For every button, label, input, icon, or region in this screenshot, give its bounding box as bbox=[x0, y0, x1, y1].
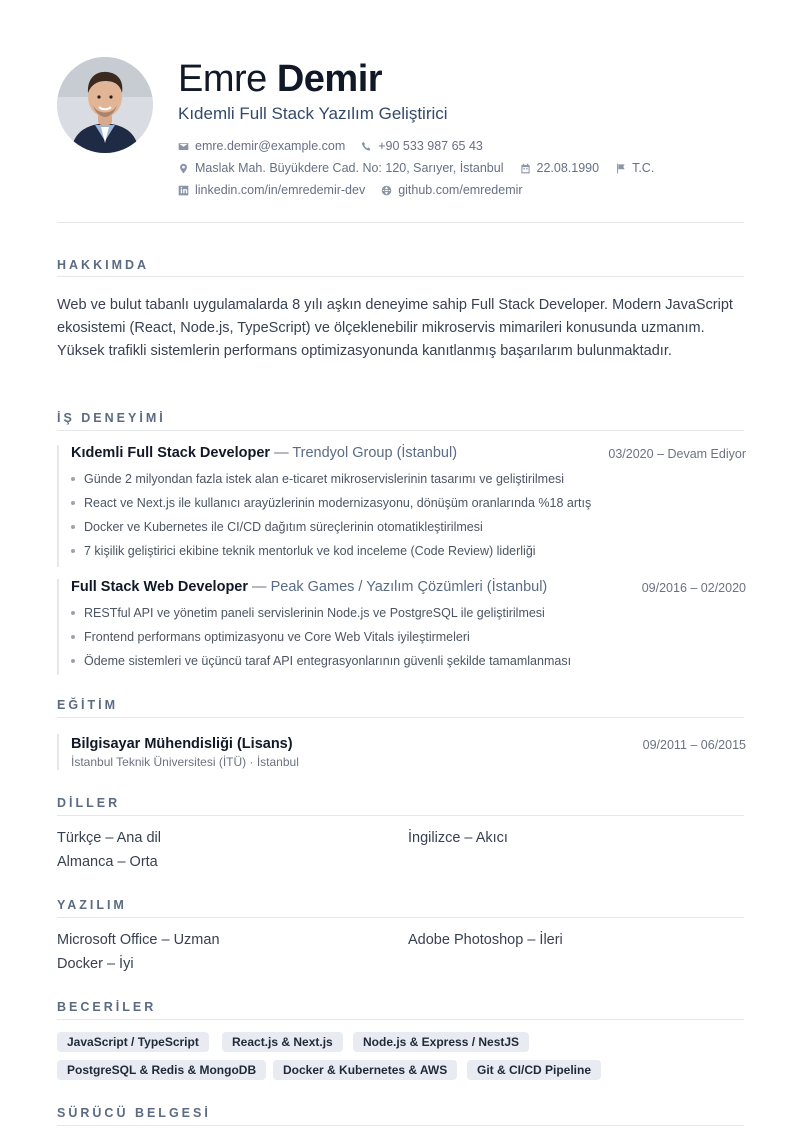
phone-text: +90 533 987 65 43 bbox=[378, 139, 483, 153]
job-entry bbox=[57, 579, 746, 675]
github-text: github.com/emredemir bbox=[398, 183, 523, 197]
linkedin-icon bbox=[178, 185, 189, 196]
language-item: İngilizce – Akıcı bbox=[408, 830, 508, 846]
job-bullet: 7 kişilik geliştirici ekibine teknik mentorluk ve kod inceleme (Code Review) liderliği bbox=[71, 539, 591, 563]
header-divider bbox=[57, 222, 744, 223]
job-separator: — bbox=[270, 445, 293, 461]
job-title: Kıdemli Full Stack Yazılım Geliştirici bbox=[178, 104, 448, 123]
education-degree: Bilgisayar Mühendisliği (Lisans) bbox=[71, 736, 293, 752]
linkedin-text: linkedin.com/in/emredemir-dev bbox=[195, 183, 366, 197]
location-icon bbox=[178, 163, 189, 174]
phone-icon bbox=[361, 141, 372, 152]
job-bullet: Günde 2 milyondan fazla istek alan e-ticaret mikroservislerinin tasarımı ve geliştirilmesi bbox=[71, 467, 591, 491]
job-bullets bbox=[71, 467, 591, 563]
job-role: Full Stack Web Developer bbox=[71, 579, 249, 595]
skill-chip: PostgreSQL & Redis & MongoDB bbox=[57, 1060, 266, 1080]
first-name: Emre bbox=[178, 58, 267, 100]
education-school: İstanbul Teknik Üniversitesi (İTÜ) · İstanbul bbox=[71, 755, 299, 769]
job-separator: — bbox=[248, 579, 271, 595]
job-date: 09/2016 – 02/2020 bbox=[641, 581, 746, 595]
skill-chip: JavaScript / TypeScript bbox=[57, 1032, 209, 1052]
section-title-experience: İŞ DENEYİMİ bbox=[57, 411, 166, 425]
job-date: 03/2020 – Devam Ediyor bbox=[608, 447, 746, 461]
avatar bbox=[57, 57, 153, 153]
linkedin-link[interactable] bbox=[178, 183, 365, 197]
resume-header bbox=[57, 57, 744, 207]
section-divider bbox=[57, 430, 744, 431]
software-item: Adobe Photoshop – İleri bbox=[408, 932, 563, 948]
calendar-icon bbox=[520, 163, 531, 174]
job-entry bbox=[57, 445, 746, 567]
job-company: Trendyol Group (İstanbul) bbox=[292, 445, 458, 461]
skill-chip: Git & CI/CD Pipeline bbox=[467, 1060, 601, 1080]
job-bullets bbox=[71, 601, 571, 673]
job-company: Peak Games / Yazılım Çözümleri (İstanbul) bbox=[270, 579, 548, 595]
section-divider bbox=[57, 276, 744, 277]
skill-chip: Node.js & Express / NestJS bbox=[353, 1032, 529, 1052]
job-bullet: Frontend performans optimizasyonu ve Core Web Vitals iyileştirmeleri bbox=[71, 625, 571, 649]
phone-item[interactable] bbox=[361, 139, 483, 153]
contact-row-1 bbox=[178, 139, 483, 153]
education-entry bbox=[57, 734, 746, 770]
section-divider bbox=[57, 917, 744, 918]
job-bullet: Ödeme sistemleri ve üçüncü taraf API entegrasyonlarının güvenli şekilde tamamlanması bbox=[71, 649, 571, 673]
job-bullet: React ve Next.js ile kullanıcı arayüzlerinin modernizasyonu, dönüşüm oranlarında %18 artış bbox=[71, 491, 591, 515]
job-bullet: RESTful API ve yönetim paneli servislerinin Node.js ve PostgreSQL ile geliştirilmesi bbox=[71, 601, 571, 625]
section-title-skills: BECERİLER bbox=[57, 1000, 157, 1014]
section-title-license: SÜRÜCÜ BELGESİ bbox=[57, 1106, 211, 1120]
language-item: Almanca – Orta bbox=[57, 854, 158, 870]
about-text: Web ve bulut tabanlı uygulamalarda 8 yılı aşkın deneyime sahip Full Stack Developer. Modern JavaScript ekosistemi (React, Node.js, TypeScript) ve ölçeklenebilir mikroservis mimarileri konusunda uzmanım. Yüksek trafikli sistemlerin performans optimizasyonunda kanıtlanmış başarılarım bulunmaktadır. bbox=[57, 297, 733, 359]
software-item: Docker – İyi bbox=[57, 956, 134, 972]
software-item: Microsoft Office – Uzman bbox=[57, 932, 220, 948]
github-link[interactable] bbox=[381, 183, 522, 197]
birthdate-text: 22.08.1990 bbox=[536, 161, 600, 175]
job-header bbox=[71, 579, 547, 595]
address-item bbox=[178, 161, 504, 175]
mail-icon bbox=[178, 141, 189, 152]
section-divider bbox=[57, 1125, 744, 1126]
section-title-education: EĞİTİM bbox=[57, 698, 119, 712]
job-role: Kıdemli Full Stack Developer bbox=[71, 445, 271, 461]
language-item: Türkçe – Ana dil bbox=[57, 830, 161, 846]
globe-icon bbox=[381, 185, 392, 196]
section-title-languages: DİLLER bbox=[57, 796, 121, 810]
email-item[interactable] bbox=[178, 139, 345, 153]
education-date: 09/2011 – 06/2015 bbox=[642, 738, 746, 752]
birthdate-item bbox=[520, 161, 600, 175]
skill-chip: React.js & Next.js bbox=[222, 1032, 343, 1052]
nationality-item bbox=[615, 161, 654, 175]
job-header bbox=[71, 445, 457, 461]
skill-chip: Docker & Kubernetes & AWS bbox=[273, 1060, 457, 1080]
nationality-text: T.C. bbox=[632, 161, 655, 175]
flag-icon bbox=[615, 163, 626, 174]
section-divider bbox=[57, 717, 744, 718]
full-name bbox=[178, 57, 382, 101]
job-bullet: Docker ve Kubernetes ile CI/CD dağıtım süreçlerinin otomatikleştirilmesi bbox=[71, 515, 591, 539]
section-title-about: HAKKIMDA bbox=[57, 258, 150, 272]
address-text: Maslak Mah. Büyükdere Cad. No: 120, Sarıyer, İstanbul bbox=[195, 161, 504, 175]
last-name: Demir bbox=[276, 58, 383, 100]
section-divider bbox=[57, 815, 744, 816]
contact-row-3 bbox=[178, 183, 523, 197]
section-title-software: YAZILIM bbox=[57, 898, 127, 912]
section-divider bbox=[57, 1019, 744, 1020]
contact-row-2 bbox=[178, 161, 654, 175]
email-text: emre.demir@example.com bbox=[195, 139, 346, 153]
